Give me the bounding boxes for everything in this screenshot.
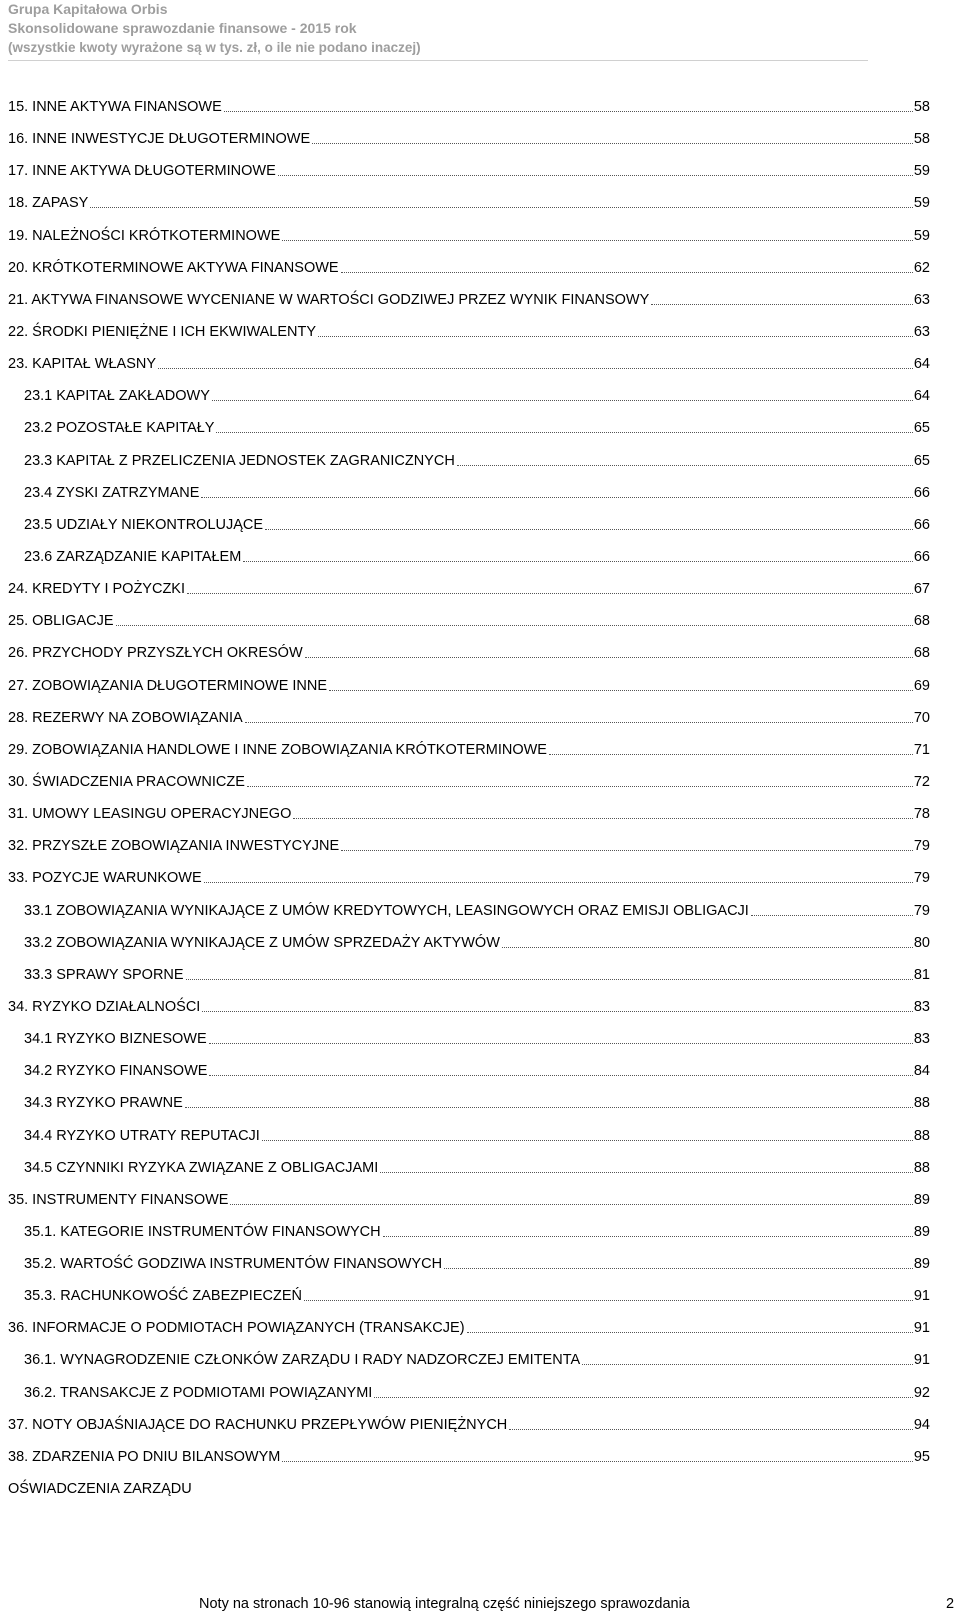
toc-dot-leader — [230, 1204, 912, 1205]
toc-entry[interactable] — [8, 741, 960, 773]
header-amounts-note: (wszystkie kwoty wyrażone są w tys. zł, o ile nie podano inaczej) — [8, 40, 421, 55]
toc-dot-leader — [380, 1172, 913, 1173]
toc-entry-page: 63 — [913, 323, 930, 340]
toc-entry[interactable] — [8, 355, 960, 387]
toc-entry-page: 91 — [913, 1288, 930, 1305]
toc-entry[interactable] — [8, 1191, 960, 1223]
toc-entry-title: 33.2 ZOBOWIĄZANIA WYNIKAJĄCE Z UMÓW SPRZEDAŻY AKTYWÓW — [24, 934, 500, 951]
toc-entry-title: 23.1 KAPITAŁ ZAKŁADOWY — [24, 388, 210, 405]
toc-dot-leader — [318, 336, 913, 337]
toc-entry[interactable] — [8, 98, 960, 130]
toc-entry-page: 68 — [913, 645, 930, 662]
toc-entry-title: 34.4 RYZYKO UTRATY REPUTACJI — [24, 1127, 260, 1144]
toc-entry-page: 89 — [913, 1223, 930, 1240]
toc-entry-title: 25. OBLIGACJE — [8, 613, 114, 630]
toc-entry-page: 58 — [913, 131, 930, 148]
toc-entry[interactable] — [8, 1351, 960, 1383]
header-divider — [8, 60, 868, 61]
toc-entry-title: 38. ZDARZENIA PO DNIU BILANSOWYM — [8, 1448, 281, 1465]
toc-entry-title: 34.5 CZYNNIKI RYZYKA ZWIĄZANE Z OBLIGACJAMI — [24, 1159, 379, 1176]
toc-dot-leader — [185, 1107, 913, 1108]
toc-entry[interactable] — [8, 773, 960, 805]
toc-entry-title: 34.2 RYZYKO FINANSOWE — [24, 1063, 208, 1080]
toc-dot-leader — [247, 786, 913, 787]
toc-entry-title: 23.2 POZOSTAŁE KAPITAŁY — [24, 420, 215, 437]
toc-entry-title: 34.1 RYZYKO BIZNESOWE — [24, 1031, 207, 1048]
toc-dot-leader — [304, 1300, 913, 1301]
toc-entry-page: 63 — [913, 291, 930, 308]
toc-entry-page: 66 — [913, 516, 930, 533]
toc-entry[interactable] — [8, 1127, 960, 1159]
toc-entry[interactable] — [8, 259, 960, 291]
toc-entry[interactable] — [8, 548, 960, 580]
toc-dot-leader — [305, 657, 913, 658]
toc-entry[interactable] — [8, 1416, 960, 1448]
toc-entry-page: 64 — [913, 356, 930, 373]
toc-entry-title: 36. INFORMACJE O PODMIOTACH POWIĄZANYCH (TRANSAKCJE) — [8, 1320, 465, 1337]
toc-entry-title: 31. UMOWY LEASINGU OPERACYJNEGO — [8, 806, 292, 823]
toc-entry-title: 24. KREDYTY I POŻYCZKI — [8, 581, 186, 598]
toc-entry-title: 20. KRÓTKOTERMINOWE AKTYWA FINANSOWE — [8, 259, 339, 276]
toc-entry-page: 88 — [913, 1095, 930, 1112]
toc-dot-leader — [374, 1397, 913, 1398]
toc-entry-title: 32. PRZYSZŁE ZOBOWIĄZANIA INWESTYCYJNE — [8, 838, 340, 855]
toc-entry-page: 79 — [913, 902, 930, 919]
page-footer — [0, 1596, 960, 1616]
toc-entry-title: 34. RYZYKO DZIAŁALNOŚCI — [8, 998, 201, 1015]
toc-dot-leader — [90, 207, 913, 208]
toc-dot-leader — [186, 979, 913, 980]
page-header — [8, 0, 868, 57]
toc-entry-page: 89 — [913, 1191, 930, 1208]
toc-dot-leader — [278, 175, 913, 176]
footer-note: Noty na stronach 10-96 stanowią integralną część niniejszego sprawozdania — [199, 1596, 690, 1612]
toc-entry[interactable] — [8, 194, 960, 226]
toc-entry[interactable] — [8, 1030, 960, 1062]
toc-entry[interactable] — [8, 1384, 960, 1416]
toc-entry-page: 64 — [913, 388, 930, 405]
toc-entry-title: 36.2. TRANSAKCJE Z PODMIOTAMI POWIĄZANYMI — [24, 1384, 373, 1401]
toc-dot-leader — [651, 304, 913, 305]
toc-entry-title: 35.2. WARTOŚĆ GODZIWA INSTRUMENTÓW FINANSOWYCH — [24, 1256, 443, 1273]
toc-entry-page: 92 — [913, 1384, 930, 1401]
toc-entry[interactable] — [8, 709, 960, 741]
toc-entry[interactable] — [8, 387, 960, 419]
toc-entry-title: 23.5 UDZIAŁY NIEKONTROLUJĄCE — [24, 516, 264, 533]
toc-entry[interactable] — [8, 130, 960, 162]
toc-entry-title: 36.1. WYNAGRODZENIE CZŁONKÓW ZARZĄDU I RADY NADZORCZEJ EMITENTA — [24, 1352, 581, 1369]
toc-entry-page: 65 — [913, 452, 930, 469]
toc-entry-page: 83 — [913, 998, 930, 1015]
toc-entry-title: 23. KAPITAŁ WŁASNY — [8, 356, 157, 373]
toc-entry[interactable] — [8, 580, 960, 612]
toc-entry[interactable] — [8, 1319, 960, 1351]
toc-entry-title: 35.3. RACHUNKOWOŚĆ ZABEZPIECZEŃ — [24, 1288, 302, 1305]
toc-dot-leader — [158, 368, 913, 369]
toc-entry[interactable] — [8, 1159, 960, 1191]
toc-dot-leader — [212, 400, 913, 401]
toc-dot-leader — [457, 465, 913, 466]
toc-entry[interactable] — [8, 1094, 960, 1126]
toc-entry-title: 26. PRZYCHODY PRZYSZŁYCH OKRESÓW — [8, 645, 303, 662]
table-of-contents — [8, 98, 960, 1512]
toc-entry[interactable] — [8, 644, 960, 676]
toc-entry-title: 23.3 KAPITAŁ Z PRZELICZENIA JEDNOSTEK ZAGRANICZNYCH — [24, 452, 455, 469]
toc-entry-title: 33.3 SPRAWY SPORNE — [24, 966, 184, 983]
toc-entry[interactable] — [8, 1223, 960, 1255]
toc-entry[interactable] — [8, 1255, 960, 1287]
toc-entry[interactable] — [8, 805, 960, 837]
toc-entry-page: 88 — [913, 1159, 930, 1176]
toc-entry-page: 78 — [913, 806, 930, 823]
toc-dot-leader — [245, 722, 913, 723]
toc-entry-page: 80 — [913, 934, 930, 951]
toc-dot-leader — [341, 850, 913, 851]
toc-entry-page: 91 — [913, 1352, 930, 1369]
toc-entry-page: 91 — [913, 1320, 930, 1337]
toc-entry-title: 30. ŚWIADCZENIA PRACOWNICZE — [8, 773, 245, 790]
toc-dot-leader — [582, 1364, 913, 1365]
toc-dot-leader — [262, 1140, 913, 1141]
toc-entry[interactable] — [8, 484, 960, 516]
toc-entry[interactable] — [8, 837, 960, 869]
toc-entry[interactable] — [8, 516, 960, 548]
toc-dot-leader — [187, 593, 913, 594]
toc-entry-title: 21. AKTYWA FINANSOWE WYCENIANE W WARTOŚCI GODZIWEJ PRZEZ WYNIK FINANSOWY — [8, 291, 650, 308]
toc-entry-title: 27. ZOBOWIĄZANIA DŁUGOTERMINOWE INNE — [8, 677, 328, 694]
toc-entry-page: 72 — [913, 773, 930, 790]
toc-entry-title: 23.4 ZYSKI ZATRZYMANE — [24, 484, 200, 501]
toc-dot-leader — [383, 1236, 913, 1237]
toc-entry-page: 88 — [913, 1127, 930, 1144]
toc-dot-leader — [549, 754, 913, 755]
toc-dot-leader — [243, 561, 913, 562]
toc-dot-leader — [467, 1332, 913, 1333]
toc-entry-title: 37. NOTY OBJAŚNIAJĄCE DO RACHUNKU PRZEPŁYWÓW PIENIĘŻNYCH — [8, 1416, 508, 1433]
toc-entry[interactable] — [8, 323, 960, 355]
toc-entry-page: 68 — [913, 613, 930, 630]
toc-entry[interactable] — [8, 869, 960, 901]
toc-entry[interactable] — [8, 291, 960, 323]
toc-entry-page: 62 — [913, 259, 930, 276]
toc-entry-page: 59 — [913, 227, 930, 244]
toc-entry-title: 28. REZERWY NA ZOBOWIĄZANIA — [8, 709, 243, 726]
toc-entry-page: 70 — [913, 709, 930, 726]
toc-dot-leader — [204, 882, 913, 883]
toc-dot-leader — [509, 1429, 913, 1430]
toc-entry-page: 79 — [913, 870, 930, 887]
toc-entry-page: 79 — [913, 838, 930, 855]
toc-entry[interactable] — [8, 1287, 960, 1319]
toc-dot-leader — [202, 1011, 913, 1012]
toc-dot-leader — [293, 818, 913, 819]
toc-entry-title: 35. INSTRUMENTY FINANSOWE — [8, 1191, 229, 1208]
toc-entry-page: 83 — [913, 1031, 930, 1048]
toc-entry-title: 19. NALEŻNOŚCI KRÓTKOTERMINOWE — [8, 227, 281, 244]
toc-entry-page: 65 — [913, 420, 930, 437]
toc-entry-page: 67 — [913, 581, 930, 598]
toc-entry[interactable] — [8, 612, 960, 644]
toc-dot-leader — [201, 497, 912, 498]
toc-entry-title: 35.1. KATEGORIE INSTRUMENTÓW FINANSOWYCH — [24, 1223, 381, 1240]
toc-entry[interactable] — [8, 1480, 960, 1512]
toc-dot-leader — [224, 111, 913, 112]
toc-entry-title: 33. POZYCJE WARUNKOWE — [8, 870, 202, 887]
toc-entry[interactable] — [8, 902, 960, 934]
toc-entry-page: 84 — [913, 1063, 930, 1080]
toc-dot-leader — [444, 1268, 913, 1269]
toc-entry-page: 58 — [913, 99, 930, 115]
toc-entry-page: 59 — [913, 163, 930, 180]
toc-entry-page: 94 — [913, 1416, 930, 1433]
toc-entry-title: 18. ZAPASY — [8, 195, 89, 212]
toc-entry-title: 34.3 RYZYKO PRAWNE — [24, 1095, 183, 1112]
toc-entry-page: 66 — [913, 548, 930, 565]
toc-entry-page: 59 — [913, 195, 930, 212]
toc-entry[interactable] — [8, 227, 960, 259]
toc-dot-leader — [502, 947, 913, 948]
toc-entry-page: 69 — [913, 677, 930, 694]
toc-dot-leader — [216, 432, 912, 433]
toc-entry-title: 29. ZOBOWIĄZANIA HANDLOWE I INNE ZOBOWIĄZANIA KRÓTKOTERMINOWE — [8, 741, 547, 758]
toc-entry-title: 33.1 ZOBOWIĄZANIA WYNIKAJĄCE Z UMÓW KREDYTOWYCH, LEASINGOWYCH ORAZ EMISJI OBLIGACJI — [24, 902, 749, 919]
header-company: Grupa Kapitałowa Orbis — [8, 1, 168, 17]
toc-entry-title: 15. INNE AKTYWA FINANSOWE — [8, 99, 222, 115]
header-report-title: Skonsolidowane sprawozdanie finansowe - 2015 rok — [8, 20, 357, 36]
toc-entry-title: 22. ŚRODKI PIENIĘŻNE I ICH EKWIWALENTY — [8, 323, 317, 340]
toc-dot-leader — [116, 625, 913, 626]
toc-dot-leader — [312, 143, 913, 144]
toc-entry-title: 23.6 ZARZĄDZANIE KAPITAŁEM — [24, 548, 242, 565]
toc-dot-leader — [751, 915, 913, 916]
toc-entry-title: 17. INNE AKTYWA DŁUGOTERMINOWE — [8, 163, 276, 180]
toc-dot-leader — [209, 1043, 913, 1044]
toc-entry-page: 81 — [913, 966, 930, 983]
toc-entry-page: 95 — [913, 1448, 930, 1465]
toc-entry-page: 66 — [913, 484, 930, 501]
toc-entry[interactable] — [8, 419, 960, 451]
toc-entry[interactable] — [8, 966, 960, 998]
toc-dot-leader — [341, 272, 913, 273]
toc-entry-page: 71 — [913, 741, 930, 758]
toc-entry[interactable] — [8, 452, 960, 484]
toc-entry[interactable] — [8, 1448, 960, 1480]
toc-entry-page: 89 — [913, 1256, 930, 1273]
toc-entry-title: 16. INNE INWESTYCJE DŁUGOTERMINOWE — [8, 131, 311, 148]
toc-entry[interactable] — [8, 998, 960, 1030]
toc-entry[interactable] — [8, 934, 960, 966]
toc-entry[interactable] — [8, 677, 960, 709]
toc-entry[interactable] — [8, 1062, 960, 1094]
toc-dot-leader — [282, 1461, 913, 1462]
footer-page-number: 2 — [946, 1596, 955, 1612]
toc-entry-title: OŚWIADCZENIA ZARZĄDU — [8, 1481, 192, 1498]
toc-entry[interactable] — [8, 162, 960, 194]
toc-dot-leader — [329, 690, 913, 691]
toc-dot-leader — [265, 529, 913, 530]
toc-dot-leader — [209, 1075, 912, 1076]
toc-dot-leader — [282, 240, 913, 241]
